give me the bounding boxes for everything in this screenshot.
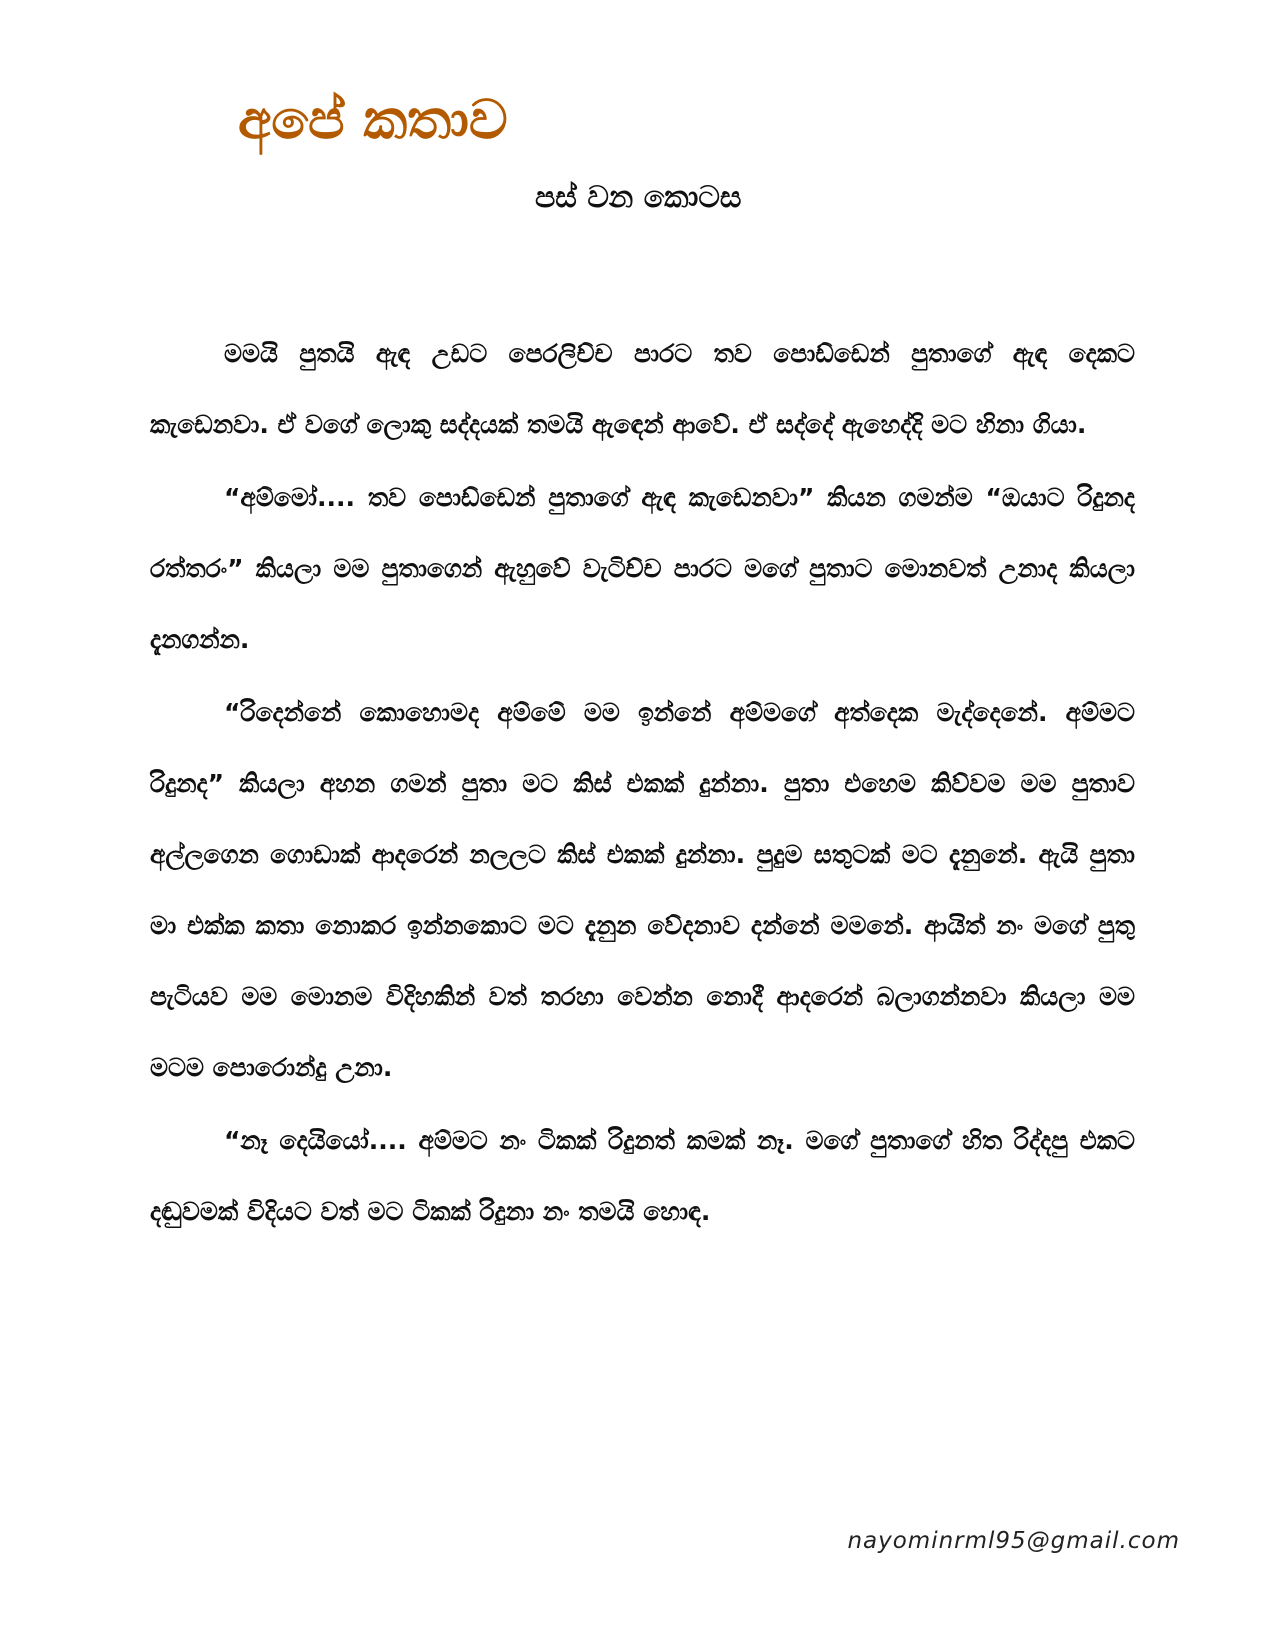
author-email: nayominrml95@gmail.com bbox=[847, 1528, 1180, 1554]
paragraph: “අම්මෝ.... තව පොඩ්ඩෙන් පුතාගේ ඇඳ කැඩෙනවා” කියන ගමන්ම “ඔයාට රිදුනද රත්තරං” කියලා මම පුතාගෙන් ඇහුවේ වැටිච්ච පාරට මගේ පුතාට මොනවත් උනාද කියලා දැනගන්න. bbox=[150, 483, 1135, 654]
part-subtitle: පස් වන කොටස bbox=[535, 180, 742, 215]
story-body bbox=[150, 318, 1135, 1247]
paragraph: “රිදෙන්නේ කොහොමද අම්මේ මම ඉන්නේ අම්මගේ අත්දෙක මැද්දෙනේ. අම්මට රිදුනද” කියලා අහන ගමන් පුතා මට කිස් එකක් දුන්නා. පුතා එහෙම කිව්වම මම පුතාව අල්ලගෙන ගොඩාක් ආදරෙන් නලලට කිස් එකක් දුන්නා. පුදුම සතුටක් මට දැනුනේ. ඇයි පුතා මා එක්ක කතා නොකර ඉන්නකොට මට දැනුන වේදනාව දන්නේ මමනේ. ආයිත් නං මගේ පුතු පැටියව මම මොනම විදිහකින් වත් තරහා වෙන්න නොදී ආදරෙන් බලාගන්නවා කියලා මම මටම පොරොන්දු උනා. bbox=[150, 698, 1135, 1082]
paragraph: “නෑ දෙයියෝ.... අම්මට නං ටිකක් රිදුනත් කමක් නෑ. මගේ පුතාගේ හිත රිද්දපු එකට දඬුවමක් විදියට වත් මට ටිකක් රිදුනා නං තමයි හොඳ. bbox=[150, 1126, 1135, 1226]
paragraph: මමයි පුතයි ඇඳ උඩට පෙරලිච්ච පාරට තව පොඩ්ඩෙන් පුතාගේ ඇඳ දෙකට කැඩෙනවා. ඒ වගේ ලොකු සද්දයක් තමයි ඇඳෙන් ආවේ. ඒ සද්දේ ඇහෙද්දි මට හිනා ගියා. bbox=[150, 339, 1135, 439]
story-title: අපේ කතාව bbox=[238, 88, 508, 151]
